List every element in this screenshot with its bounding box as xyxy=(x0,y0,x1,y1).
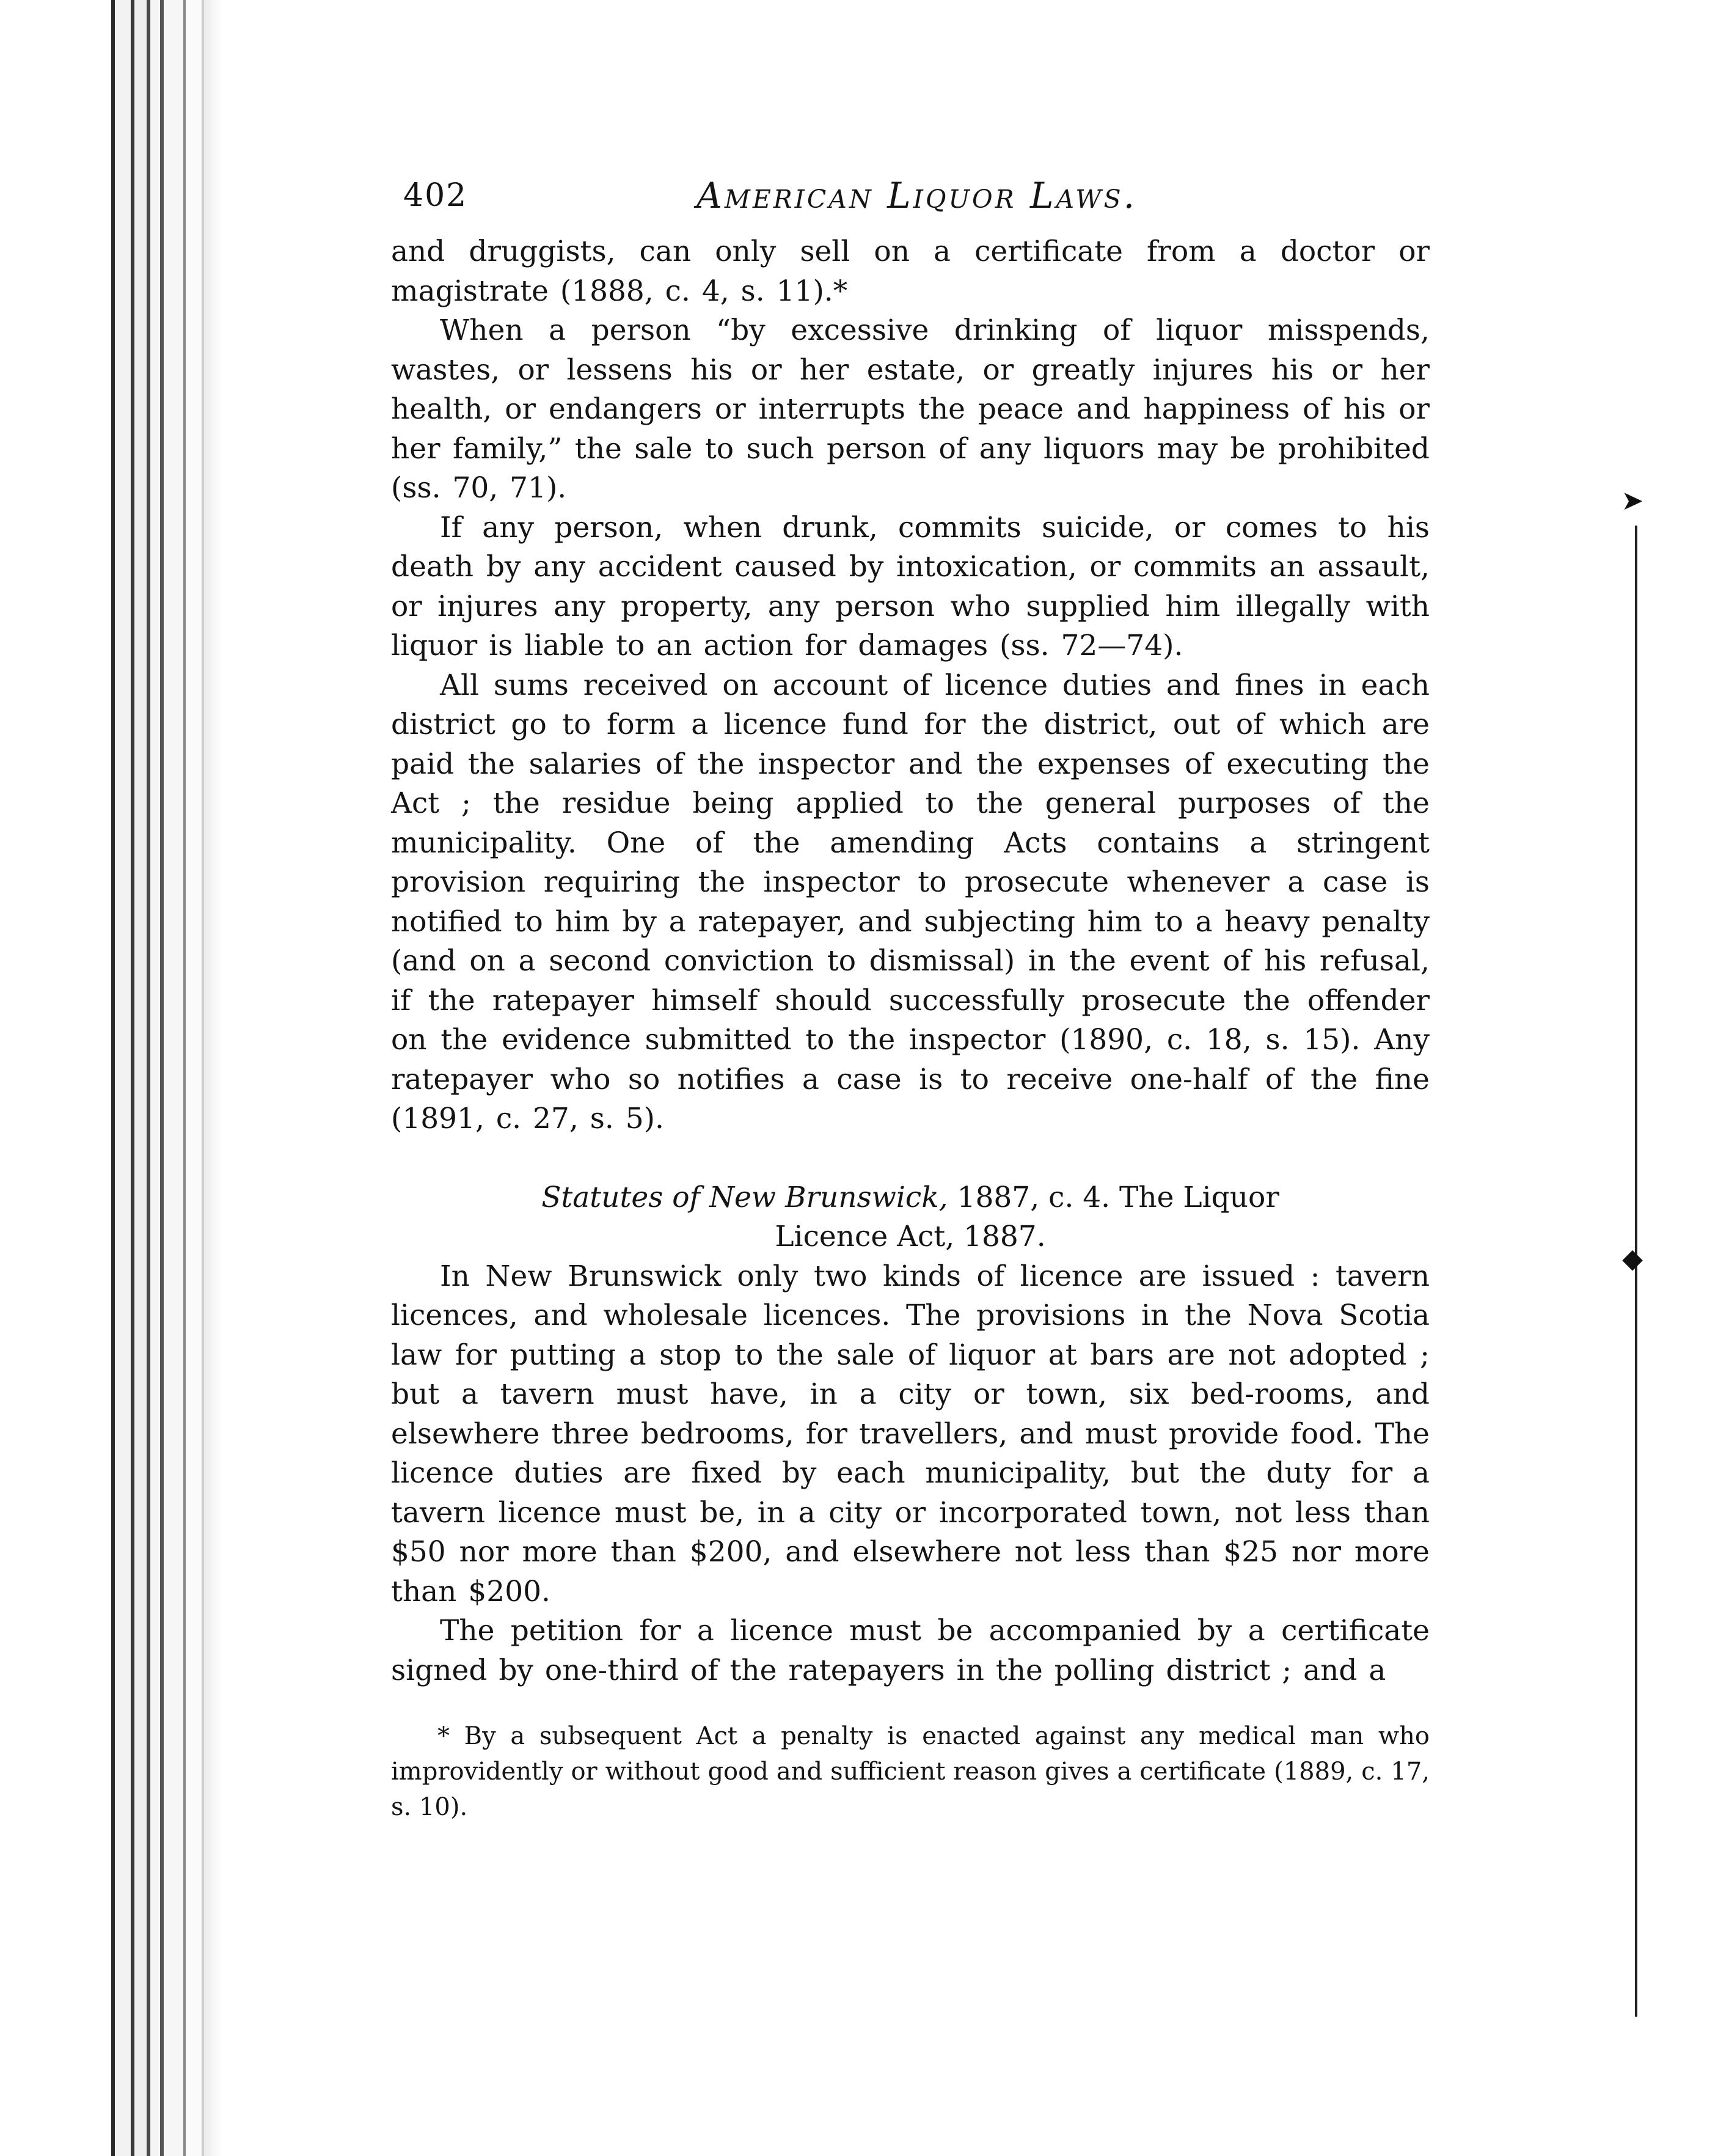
section-heading xyxy=(391,1178,1430,1257)
statute-title: Statutes of New Brunswick, xyxy=(541,1180,948,1214)
paragraph-new-brunswick: In New Brunswick only two kinds of licence are issued : tavern licences, and wholesale licences. The provisions in the Nova Scotia law for putting a stop to the sale of liquor at bars are not adopted ; but a tavern must have, in a city or town, six bed-rooms, and elsewhere three bedrooms, for travellers, and must provide food. The licence duties are fixed by each municipality, but the duty for a tavern licence must be, in a city or incorporated town, not less than $50 nor more than $200, and elsewhere not less than $25 nor more than $200. xyxy=(391,1259,1430,1608)
margin-diamond-icon: ◆ xyxy=(1622,1243,1643,1274)
running-title: American Liquor Laws. xyxy=(696,175,1138,216)
section-heading-line1 xyxy=(391,1178,1430,1218)
book-page xyxy=(391,165,1430,1849)
statute-citation: 1887, c. 4. The Liquor xyxy=(957,1180,1279,1214)
page-number: 402 xyxy=(403,177,468,214)
paragraph-licence-fund: All sums received on account of licence duties and fines in each district go to form a licence fund for the district, out of which are paid the salaries of the inspector and the expenses of executing the Act ; the residue being applied to the general purposes of the municipality. One of the amending Acts contains a stringent provision requiring the inspector to prosecute whenever a case is notified to him by a ratepayer, and subjecting him to a heavy penalty (and on a second conviction to dismissal) in the event of his refusal, if the ratepayer himself should successfully prosecute the offender on the evidence submitted to the inspector (1890, c. 18, s. 15). Any ratepayer who so notifies a case is to receive one-half of the fine (1891, c. 27, s. 5). xyxy=(391,668,1430,1135)
margin-pointer-icon: ➤ xyxy=(1621,485,1644,516)
page-header xyxy=(391,165,1430,232)
book-page-edges xyxy=(0,0,220,2156)
section-heading-line2: Licence Act, 1887. xyxy=(775,1220,1046,1253)
paragraph-petition: The petition for a licence must be accompanied by a certificate signed by one-third of the ratepayers in the polling district ; and a xyxy=(391,1614,1430,1687)
paragraph-continuation: and druggists, can only sell on a certificate from a doctor or magistrate (1888, c. 4, s. 11).* xyxy=(391,235,1430,308)
paragraph-damages: If any person, when drunk, commits suicide, or comes to his death by any accident caused by intoxication, or commits an assault, or injures any property, any person who supplied him illegally with liquor is liable to an action for damages (ss. 72—74). xyxy=(391,510,1430,662)
gutter-shadow xyxy=(204,0,222,2156)
footnote: * By a subsequent Act a penalty is enacted against any medical man who improvidently or without good and sufficient reason gives a certificate (1889, c. 17, s. 10). xyxy=(391,1722,1430,1821)
paragraph-excessive-drinking: When a person “by excessive drinking of liquor misspends, wastes, or lessens his or her estate, or greatly injures his or her health, or endangers or interrupts the peace and happiness of his or her family,” the sale to such person of any liquors may be prohibited (ss. 70, 71). xyxy=(391,314,1430,505)
